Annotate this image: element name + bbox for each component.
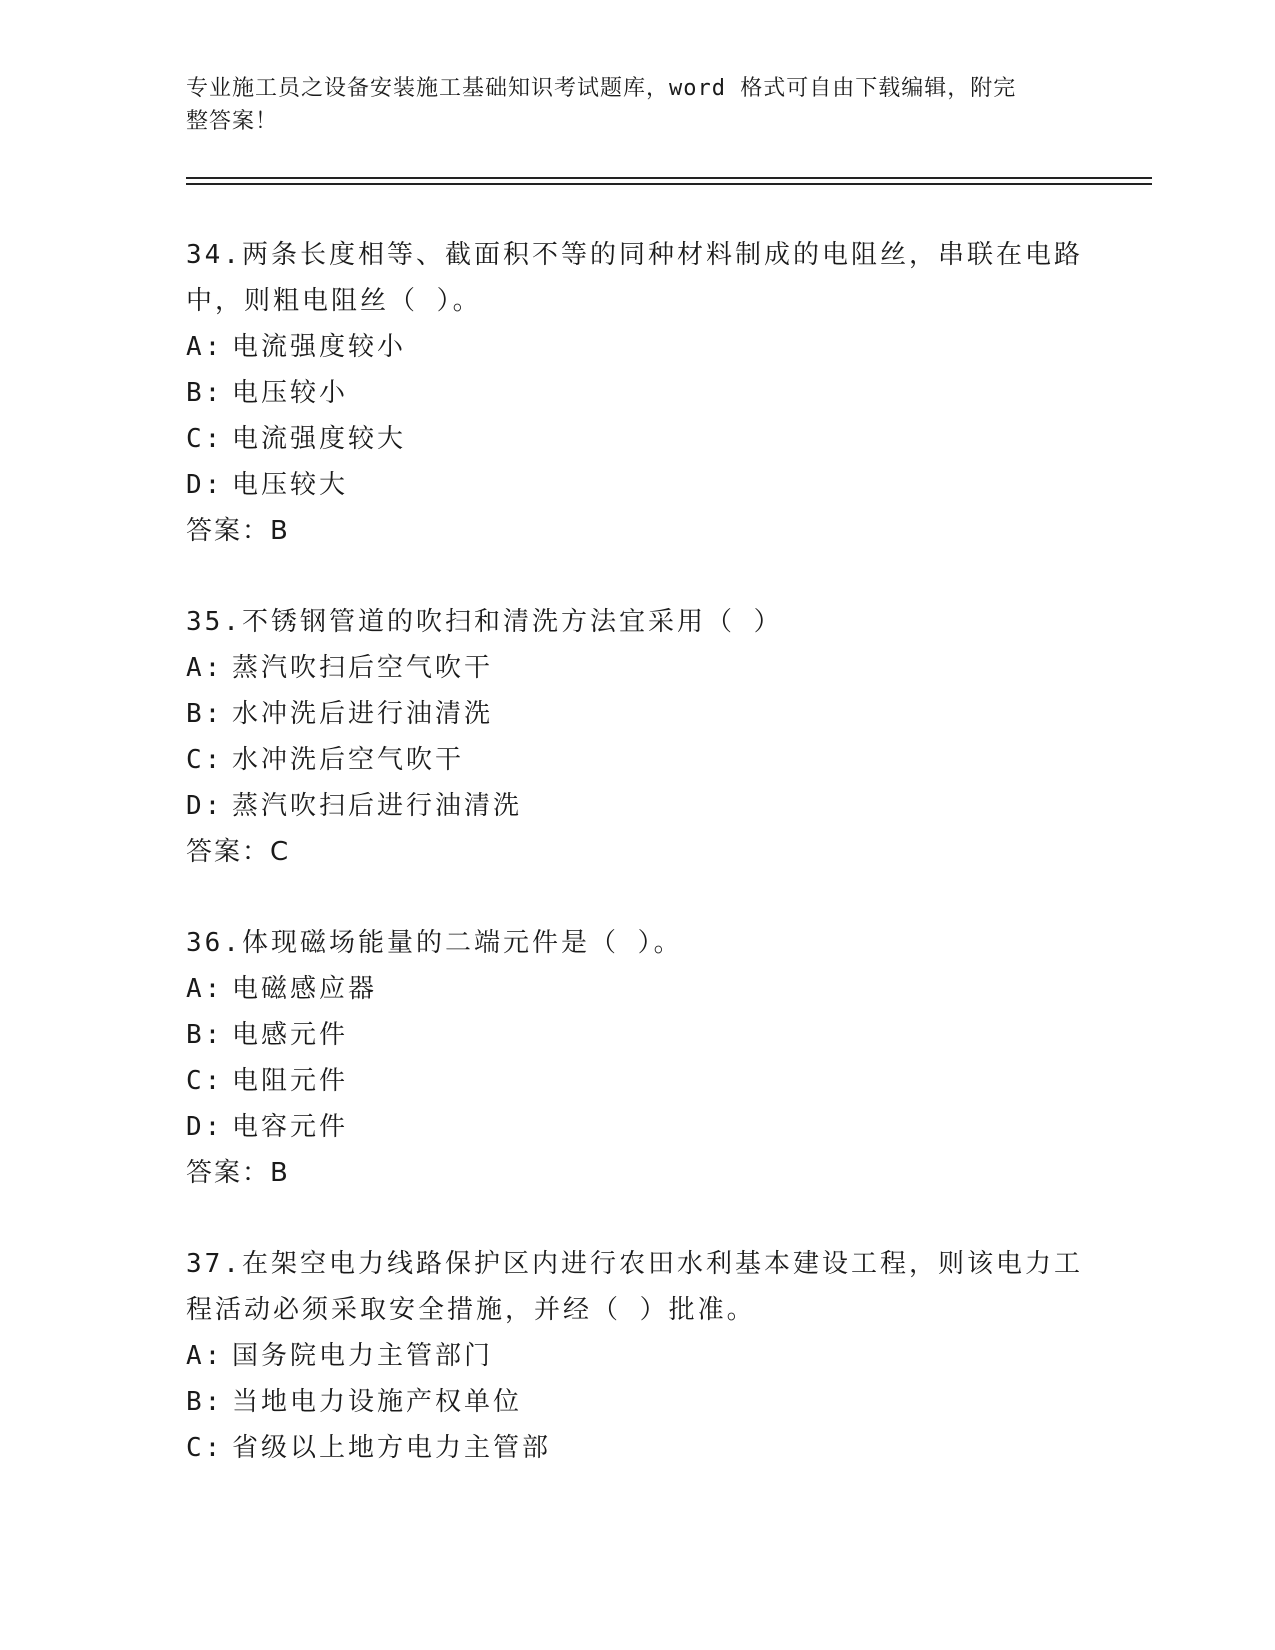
option-text: 蒸汽吹扫后空气吹干 <box>232 653 494 683</box>
question-36 <box>186 920 1086 1196</box>
option-text: 省级以上地方电力主管部 <box>232 1433 552 1463</box>
option-key: C: <box>186 424 224 454</box>
option-text: 国务院电力主管部门 <box>232 1341 494 1371</box>
option-key: C: <box>186 1433 224 1463</box>
option-a <box>186 324 1086 370</box>
option-c <box>186 737 1086 783</box>
option-c <box>186 1425 1086 1471</box>
option-key: C: <box>186 1066 224 1096</box>
option-text: 电压较小 <box>232 378 349 408</box>
option-text: 蒸汽吹扫后进行油清洗 <box>232 791 523 821</box>
option-key: A: <box>186 974 224 1004</box>
option-text: 当地电力设施产权单位 <box>232 1387 523 1417</box>
option-text: 水冲洗后空气吹干 <box>232 745 465 775</box>
option-a <box>186 645 1086 691</box>
question-37 <box>186 1241 1086 1471</box>
option-key: A: <box>186 332 224 362</box>
question-stem-line: 37.在架空电力线路保护区内进行农田水利基本建设工程，则该电力工 <box>186 1249 1083 1279</box>
question-stem-line: 中，则粗电阻丝（ ）。 <box>186 286 482 316</box>
option-key: B: <box>186 378 224 408</box>
answer: 答案：C <box>186 837 291 867</box>
option-b <box>186 1012 1086 1058</box>
question-stem-line: 34.两条长度相等、截面积不等的同种材料制成的电阻丝，串联在电路 <box>186 240 1083 270</box>
option-text: 水冲洗后进行油清洗 <box>232 699 494 729</box>
option-key: C: <box>186 745 224 775</box>
option-d <box>186 1104 1086 1150</box>
option-b <box>186 691 1086 737</box>
option-key: B: <box>186 1020 224 1050</box>
option-d <box>186 783 1086 829</box>
option-key: A: <box>186 1341 224 1371</box>
question-stem-line: 程活动必须采取安全措施，并经（ ）批准。 <box>186 1295 756 1325</box>
question-list <box>186 232 1086 1516</box>
option-text: 电磁感应器 <box>232 974 378 1004</box>
option-text: 电容元件 <box>232 1112 349 1142</box>
option-text: 电流强度较小 <box>232 332 407 362</box>
option-a <box>186 966 1086 1012</box>
option-key: D: <box>186 1112 224 1142</box>
option-b <box>186 370 1086 416</box>
option-b <box>186 1379 1086 1425</box>
option-text: 电感元件 <box>232 1020 349 1050</box>
option-c <box>186 416 1086 462</box>
question-stem-line: 35.不锈钢管道的吹扫和清洗方法宜采用（ ） <box>186 607 783 637</box>
document-header <box>186 72 1066 138</box>
option-key: B: <box>186 1387 224 1417</box>
option-a <box>186 1333 1086 1379</box>
header-line-1: 专业施工员之设备安装施工基础知识考试题库，word 格式可自由下载编辑，附完 <box>186 76 1017 101</box>
option-text: 电阻元件 <box>232 1066 349 1096</box>
answer: 答案：B <box>186 1158 290 1188</box>
header-divider-bottom <box>186 183 1152 185</box>
option-text: 电压较大 <box>232 470 349 500</box>
header-line-2: 整答案！ <box>186 109 279 134</box>
option-key: B: <box>186 699 224 729</box>
header-divider-top <box>186 177 1152 179</box>
option-key: D: <box>186 470 224 500</box>
option-key: A: <box>186 653 224 683</box>
question-34 <box>186 232 1086 554</box>
option-d <box>186 462 1086 508</box>
question-stem-line: 36.体现磁场能量的二端元件是（ ）。 <box>186 928 683 958</box>
answer: 答案：B <box>186 516 290 546</box>
question-35 <box>186 599 1086 875</box>
option-key: D: <box>186 791 224 821</box>
option-c <box>186 1058 1086 1104</box>
option-text: 电流强度较大 <box>232 424 407 454</box>
